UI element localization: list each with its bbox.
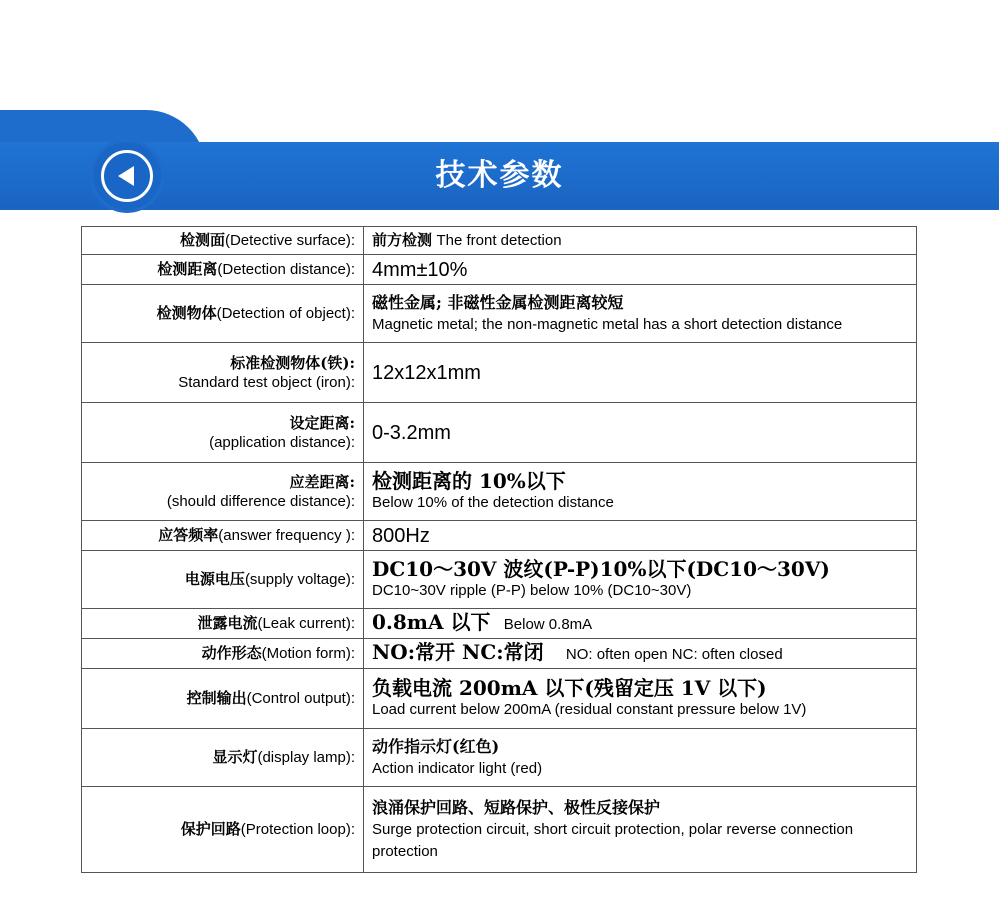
table-row [82,227,917,255]
row-value: 检测距离的 10%以下 Below 10% of the detection distance [364,463,917,521]
row-label: 泄露电流(Leak current): [82,609,364,639]
row-label: 电源电压(supply voltage): [82,551,364,609]
table-row [82,551,917,609]
table-row [82,255,917,285]
row-label: 检测物体(Detection of object): [82,285,364,343]
row-label: 保护回路(Protection loop): [82,787,364,873]
table-row [82,639,917,669]
row-label: 检测距离(Detection distance): [82,255,364,285]
table-row [82,285,917,343]
table-row [82,729,917,787]
page-title: 技术参数 [435,159,564,192]
row-label: 应答频率(answer frequency ): [82,521,364,551]
table-row [82,609,917,639]
row-label: 标准检测物体(铁): Standard test object (iron): [82,343,364,403]
table-row [82,343,917,403]
row-label: 设定距离: (application distance): [82,403,364,463]
table-row [82,463,917,521]
row-label: 动作形态(Motion form): [82,639,364,669]
row-label: 检测面(Detective surface): [82,227,364,255]
spec-table [81,226,917,873]
row-label: 显示灯(display lamp): [82,729,364,787]
table-row [82,787,917,873]
row-value: 负载电流 200mA 以下(残留定压 1V 以下) Load current below 200mA (residual constant pressure below 1V) [364,669,917,729]
row-value: DC10～30V 波纹(P-P)10%以下(DC10～30V) DC10~30V ripple (P-P) below 10% (DC10~30V) [364,551,917,609]
row-value: 磁性金属; 非磁性金属检测距离较短 Magnetic metal; the non-magnetic metal has a short detection distance [364,285,917,343]
row-label: 控制输出(Control output): [82,669,364,729]
table-row [82,403,917,463]
row-value: 动作指示灯(红色) Action indicator light (red) [364,729,917,787]
row-value: NO:常开 NC:常闭 NO: often open NC: often closed [364,639,917,669]
row-label: 应差距离: (should difference distance): [82,463,364,521]
row-value: 0.8mA 以下 Below 0.8mA [364,609,917,639]
row-value: 前方检测 The front detection [364,227,917,255]
table-row [82,669,917,729]
row-value: 12x12x1mm [364,343,917,403]
row-value: 浪涌保护回路、短路保护、极性反接保护 Surge protection circuit, short circuit protection, polar reverse connection protection [364,787,917,873]
row-value: 800Hz [364,521,917,551]
table-row [82,521,917,551]
row-value: 0-3.2mm [364,403,917,463]
row-value: 4mm±10% [364,255,917,285]
